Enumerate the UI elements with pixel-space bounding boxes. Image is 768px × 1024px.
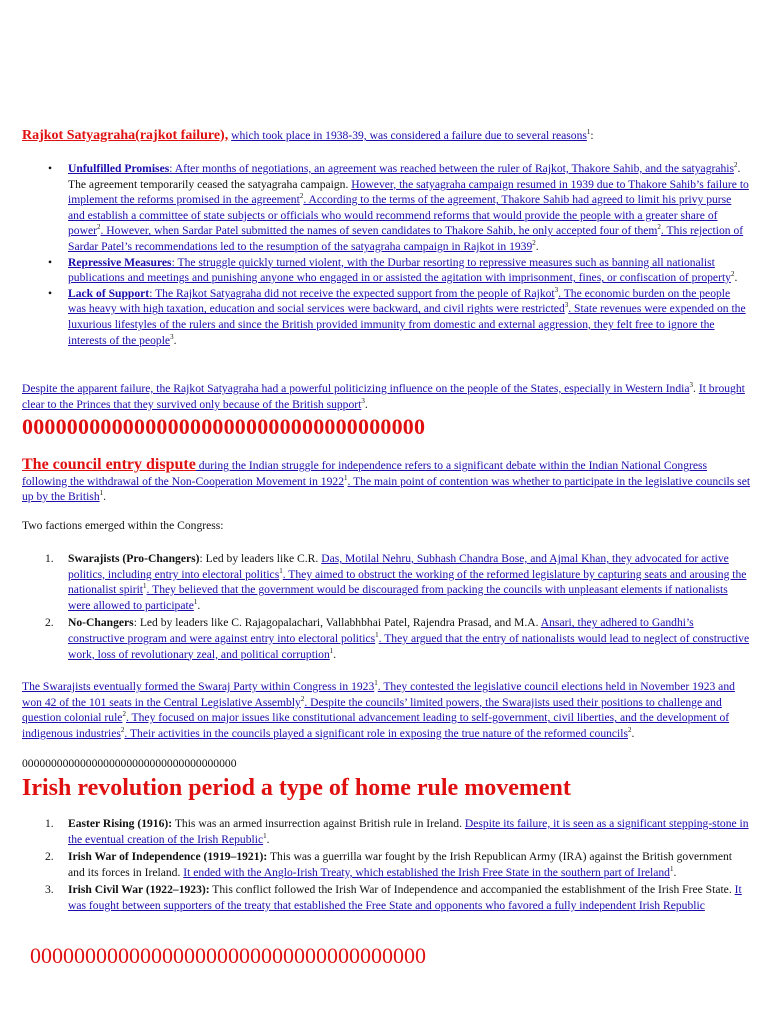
council-intro: The council entry dispute during the Indian struggle for independence refers to a significant debate within the Indian National Congress following the withdrawal of the Non-Cooperation Movement in 1922$^1$. The main point of contention was whether to participate in the legislative councils set up by the British$^1$. [22,456,751,504]
list-item: • Repressive Measures: The struggle quickly turned violent, with the Durbar resorting to repressive measures such as banning all nationalist publications and meetings and punishing anyone who engaged in or assisted the agitation with imprisonment, fines, or confiscation of property$^2$. [48,255,738,285]
footnote-mark: 1 [193,597,198,606]
bullet-link[interactable]: : The Rajkot Satyagraha did not receive the expected support from the people of Rajkot [149,286,555,300]
factions-text: Two factions emerged within the Congress: [22,519,224,532]
closing-link[interactable]: Despite the apparent failure, the Rajkot Satyagraha had a powerful politicizing influence on the people of the States, especially in Western India [22,382,690,395]
council-intro-link[interactable]: during the Indian struggle for independence refers to a significant debate within the Indian National Congress following the withdrawal of the Non-Cooperation Movement in 1922 [22,459,708,488]
council-list [45,551,750,664]
footnote-mark: 1 [99,489,104,498]
footnote-mark: 1 [279,566,283,575]
footnote-mark: 1 [374,679,378,688]
list-item: 2. No-Changers: Led by leaders like C. Rajagopalachari, Vallabhbhai Patel, Rajendra Prasad, and M.A. Ansari, they adhered to Gandhi’s constructive program and were against entry into electoral politics$^1$. They argued that the entry of nationalists would lead to neglect of constructive work, loss of revolutionary zeal, and political corruption$^1$. [45,616,750,661]
item-term: Irish War of Independence (1919–1921): [68,850,268,864]
list-number: 2. [45,850,54,864]
footnote-mark: 2 [628,725,632,734]
footnote-mark: 1 [586,128,591,137]
footnote-mark: 3 [361,396,365,405]
item-term: Easter Rising (1916): [68,817,173,830]
footnote-mark: 1 [669,864,674,873]
footnote-mark: 2 [730,270,735,279]
item-link[interactable]: It ended with the Anglo-Irish Treaty, which established the Irish Free State in the southern part of Ireland [183,865,670,879]
bullet-link[interactable]: . According to the terms of the agreement, Thakore Sahib had agreed to limit his privy purse and establish a committee of state subjects or officials who would recommend reforms that would provide the people with a greater share of power [68,193,732,238]
bullet-link[interactable]: : The struggle quickly turned violent, with the Durbar resorting to repressive measures such as banning all nationalist publications and meetings and punishing anyone who engaged in or assisted the agitation with imprisonment, fines, or confiscation of property [68,255,731,285]
item-link[interactable]: . They aimed to obstruct the working of the reformed legislature by capturing seats and arousing the nationalist spirit [68,567,747,597]
council-intro-link[interactable]: . The main point of contention was whether to participate in the legislative councils set up by the British [22,474,751,504]
item-link[interactable]: . They believed that the government would be discouraged from packing the councils with unpleasant elements if nationalists were allowed to participate [68,583,728,612]
item-link[interactable]: It was fought between supporters of the treaty that established the Free State and opponents who favored a fully independent Irish Republic [68,883,742,912]
bullet-link[interactable]: : After months of negotiations, an agreement was reached between the ruler of Rajkot, Thakore Sahib, and the satyagrahis [169,162,735,175]
list-number: 2. [45,616,54,630]
rajkot-intro: Rajkot Satyagraha(rajkot failure), which took place in 1938-39, was considered a failure due to several reasons$^1$: [22,128,594,143]
footnote-mark: 2 [532,239,536,248]
item-text: This was a guerrilla war fought by the Irish Republican Army (IRA) against the British government and its forces in Ireland. [68,850,732,879]
bullet-link[interactable]: . The economic burden on the people was heavy with high taxation, education and social services were backward, and civil rights were restricted [68,286,731,316]
list-number: 1. [45,552,54,565]
swaraj-link[interactable]: . Despite the councils’ limited powers, the Swarajists used their positions to challenge and question colonial rule [22,695,722,725]
footnote-mark: 3 [554,285,559,294]
item-text: This was an armed insurrection against British rule in Ireland. [172,817,465,830]
footnote-mark: 2 [300,694,305,703]
rajkot-closing: Despite the apparent failure, the Rajkot Satyagraha had a powerful politicizing influence on the people of the States, especially in Western India$^3$. It brought clear to the Princes that they survived only because of the British support$^3$. [22,381,745,411]
item-term: Irish Civil War (1922–1923): [68,883,210,897]
irish-list [45,816,750,916]
footnote-mark: 2 [299,192,304,201]
zeros-divider: 000000000000000000000000000000000000 [22,414,426,439]
footnote-mark: 3 [564,301,569,310]
bullet-link[interactable]: . This rejection of Sardar Patel’s recommendations led to the resumption of the satyagraha campaign in Rajkot in 1939 [68,224,744,253]
list-number: 3. [45,883,54,897]
item-text: This conflict followed the Irish War of Independence and accompanied the establishment of the Irish Free State. [209,883,735,897]
footnote-mark: 1 [263,831,267,840]
item-link[interactable]: . They argued that the entry of nationalists would lead to neglect of constructive work, loss of revolutionary zeal, and political corruption [68,631,750,661]
swaraj-link[interactable]: . They focused on major issues like constitutional advancement leading to self-government, civil liberties, and the development of indigenous industries [22,711,730,740]
rajkot-intro-link[interactable]: which took place in 1938-39, was considered a failure due to several reasons [231,129,587,142]
bullet-term: Lack of Support [68,286,150,300]
zeros-divider-small: 0000000000000000000000000000000000000 [22,757,237,770]
item-link[interactable]: Ansari, they adhered to Gandhi’s constructive program and were against entry into electoral politics [68,616,694,645]
item-term: Swarajists (Pro-Changers) [68,552,200,565]
bullet-link[interactable]: . State revenues were expended on the luxurious lifestyles of the rulers and since the British provided immunity from domestic and external aggression, they felt free to ignore the interests of the people [68,302,746,347]
footnote-mark: 1 [344,473,348,482]
footnote-mark: 1 [143,582,147,591]
zeros-divider-end: 000000000000000000000000000000000000 [30,943,426,968]
footnote-mark: 3 [689,381,694,390]
bullet-term: Repressive Measures [68,255,172,269]
bullet-icon: • [48,255,53,269]
item-text: : Led by leaders like C. Rajagopalachari, Vallabhbhai Patel, Rajendra Prasad, and M.A. [133,616,541,630]
bullet-term: Unfulfilled Promises [68,162,170,175]
list-item: 2. Irish War of Independence (1919–1921): This was a guerrilla war fought by the Irish Republican Army (IRA) against the British government and its forces in Ireland. It ended with the Anglo-Irish Treaty, which established the Irish Free State in the southern part of Ireland$^1$. [45,850,732,879]
list-item [45,882,750,913]
swaraj-link[interactable]: . They contested the legislative council elections held in November 1923 and won 42 of the 101 seats in the Central Legislative Assembly [22,680,735,709]
bullet-text: . The agreement temporarily ceased the satyagraha campaign. [68,162,741,191]
list-item: 1. Easter Rising (1916): This was an armed insurrection against British rule in Ireland. Despite its failure, it is seen as a significant stepping-stone in the eventual creation of the Irish Republic$^1$. [45,817,749,846]
swaraj-link[interactable]: . Their activities in the councils played a significant role in exposing the true nature of the reformed councils [124,726,629,740]
list-item: • Lack of Support: The Rajkot Satyagraha did not receive the expected support from the people of Rajkot$^3$. The economic burden on the people was heavy with high taxation, education and social services were backward, and civil rights were restricted$^3$. State revenues were expended on the luxurious lifestyles of the rulers and since the British provided immunity from domestic and external aggression, they felt free to ignore the interests of the people$^3$. [48,285,746,347]
swaraj-paragraph: The Swarajists eventually formed the Swaraj Party within Congress in 1923$^1$. They contested the legislative council elections held in November 1923 and won 42 of the 101 seats in the Central Legislative Assembly$^2$. Despite the councils’ limited powers, the Swarajists used their positions to challenge and question colonial rule$^2$. They focused on major issues like constitutional advancement leading to self-government, civil liberties, and the development of indigenous industries$^2$. Their activities in the councils played a significant role in exposing the true nature of the reformed councils$^2$. [22,679,735,740]
list-number: 1. [45,817,54,830]
list-item: • Unfulfilled Promises: After months of negotiations, an agreement was reached between the ruler of Rajkot, Thakore Sahib, and the satyagrahis$^2$. The agreement temporarily ceased the satyagraha campaign. However, the satyagraha campaign resumed in 1939 due to Thakore Sahib’s failure to implement the reforms promised in the agreement$^2$. According to the terms of the agreement, Thakore Sahib had agreed to limit his privy purse and establish a committee of state subjects or officials who would recommend reforms that would provide the people with a greater share of power$^2$. However, when Sardar Patel submitted the names of seven candidates to Thakore Sahib, he only accepted four of them$^2$. This rejection of Sardar Patel’s recommendations led to the resumption of the satyagraha campaign in Rajkot in 1939$^2$. [48,161,749,253]
item-text: : Led by leaders like C.R. [199,552,322,565]
swaraj-link[interactable]: The Swarajists eventually formed the Swaraj Party within Congress in 1923 [22,680,375,693]
irish-heading: Irish revolution period a type of home rule movement [22,775,571,801]
footnote-mark: 2 [122,710,126,719]
list-item: 1. Swarajists (Pro-Changers): Led by leaders like C.R. Das, Motilal Nehru, Subhash Chandra Bose, and Ajmal Khan, they advocated for active politics, including entry into electoral politics$^1$. They aimed to obstruct the working of the reformed legislature by capturing seats and arousing the nationalist spirit$^1$. They believed that the government would be discouraged from packing the councils with unpleasant elements if nationalists were allowed to participate$^1$. [45,552,747,612]
item-link[interactable]: Despite its failure, it is seen as a significant stepping-stone in the eventual creation of the Irish Republic [68,817,749,846]
footnote-mark: 1 [375,631,379,640]
bullet-icon: • [48,162,53,175]
closing-link[interactable]: It brought clear to the Princes that they survived only because of the British support [22,382,745,411]
footnote-mark: 2 [734,161,738,170]
footnote-mark: 2 [120,725,125,734]
bullet-link[interactable]: However, the satyagraha campaign resumed in 1939 due to Thakore Sahib’s failure to implement the reforms promised in the agreement [68,177,749,207]
bullet-link[interactable]: . However, when Sardar Patel submitted the names of seven candidates to Thakore Sahib, he only accepted four of them [100,224,658,238]
footnote-mark: 1 [329,646,334,655]
item-link[interactable]: Das, Motilal Nehru, Subhash Chandra Bose, and Ajmal Khan, they advocated for active politics, including entry into electoral politics [68,552,729,581]
footnote-mark: 3 [170,332,174,341]
council-heading: The council entry dispute [22,456,196,473]
footnote-mark: 2 [96,223,101,232]
rajkot-heading: Rajkot Satyagraha(rajkot failure), [22,128,229,143]
rajkot-bullets [48,161,750,348]
item-term: No-Changers [68,616,134,630]
footnote-mark: 2 [657,223,661,232]
bullet-icon: • [48,286,53,300]
